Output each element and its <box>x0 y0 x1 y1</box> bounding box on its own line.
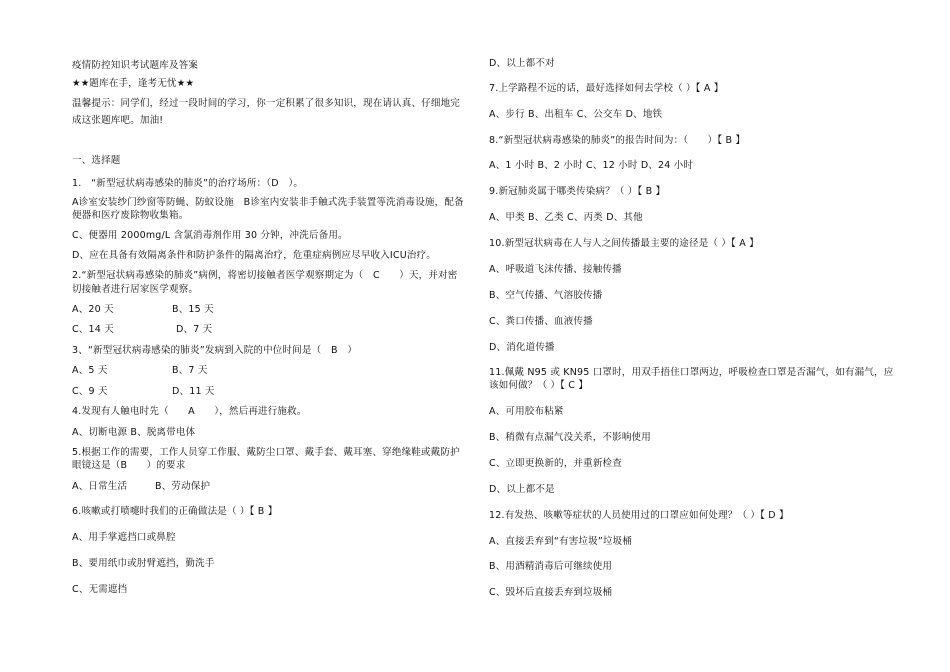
question-2-option-a: A、20 天 <box>72 304 114 315</box>
question-2-line-1: 2.“新型冠状病毒感染的肺炎”病例，将密切接触者医学观察期定为（ C ）天，并对密 <box>72 270 458 281</box>
question-10-option-d: D、消化道传播 <box>489 342 555 353</box>
question-11-option-c: C、立即更换新的，并重新检查 <box>489 458 622 469</box>
question-6-option-c: C、无需遮挡 <box>72 584 128 595</box>
question-5-option-a: A、日常生活 <box>72 481 128 492</box>
question-3-option-c: C、9 天 <box>72 386 108 397</box>
question-7: 7.上学路程不远的话，最好选择如何去学校（ ）【 A 】 <box>489 83 724 94</box>
question-2-line-2: 切接触者进行居家医学观察。 <box>72 284 199 295</box>
question-6-option-d: D、以上都不对 <box>489 58 555 69</box>
question-9-options: A、甲类 B、乙类 C、丙类 D、其他 <box>489 212 643 223</box>
question-2-option-b: B、15 天 <box>172 304 214 315</box>
question-10-option-c: C、粪口传播、血液传播 <box>489 316 593 327</box>
question-6: 6.咳嗽或打喷嚏时我们的正确做法是（ ）【 B 】 <box>72 506 278 517</box>
question-11-line-1: 11.佩戴 N95 或 KN95 口罩时，用双手捂住口罩两边，呼吸检查口罩是否漏气，如有漏气，应 <box>489 367 894 378</box>
question-2-option-d: D、7 天 <box>176 324 213 335</box>
question-5-line-2: 眼镜这是（B ）的要求 <box>72 460 186 471</box>
question-3-option-b: B、7 天 <box>172 365 208 376</box>
question-9: 9.新冠肺炎属于哪类传染病？（ ）【 B 】 <box>489 186 666 197</box>
question-1-option-ab-line-2: 便器和医疗废除物收集箱。 <box>72 210 189 221</box>
section-heading: 一、选择题 <box>72 155 121 166</box>
question-8-options: A、1 小时 B、2 小时 C、12 小时 D、24 小时 <box>489 160 694 171</box>
question-10: 10.新型冠状病毒在人与人之间传播最主要的途径是（ ）【 A 】 <box>489 238 759 249</box>
question-1-option-d: D、应在具备有效隔离条件和防护条件的隔离治疗，危重症病例应尽早收入ICU治疗。 <box>72 250 437 261</box>
question-8: 8.“新型冠状病毒感染的肺炎”的报告时间为：（ ）【 B 】 <box>489 135 746 146</box>
question-12-option-a: A、直接丢弃到“有害垃圾”垃圾桶 <box>489 536 633 547</box>
tip-line-2: 成这张题库吧。加油! <box>72 115 164 126</box>
question-11-option-b: B、稍微有点漏气没关系，不影响使用 <box>489 432 651 443</box>
question-11-option-d: D、以上都不是 <box>489 484 555 495</box>
document-title: 疫情防控知识考试题库及答案 <box>72 60 199 71</box>
question-2-option-c: C、14 天 <box>72 324 114 335</box>
question-3-option-d: D、11 天 <box>172 386 215 397</box>
question-1-option-c: C、便器用 2000mg/L 含氯消毒剂作用 30 分钟，冲洗后备用。 <box>72 230 348 241</box>
question-1: 1. “新型冠状病毒感染的肺炎”的治疗场所：（D ）。 <box>72 178 304 189</box>
question-7-options: A、步行 B、出租车 C、公交车 D、地铁 <box>489 109 663 120</box>
tip-line-1: 温馨提示：同学们，经过一段时间的学习，你一定积累了很多知识，现在请认真、仔细地完 <box>72 98 461 109</box>
question-1-option-ab-line-1: A诊室安装纱门纱窗等防蝇、防蚊设施 B诊室内安装非手触式洗手装置等洗消毒设施，配备 <box>72 197 464 208</box>
question-6-option-a: A、用手掌遮挡口或鼻腔 <box>72 532 176 543</box>
question-11-line-2: 该如何做？（ ）【 C 】 <box>489 380 589 391</box>
question-12-option-c: C、毁坏后直接丢弃到垃圾桶 <box>489 587 613 598</box>
question-5-option-b: B、劳动保护 <box>155 481 211 492</box>
question-12: 12.有发热、咳嗽等症状的人员使用过的口罩应如何处理？（ ）【 D 】 <box>489 510 789 521</box>
question-10-option-a: A、呼吸道飞沫传播、接触传播 <box>489 264 622 275</box>
question-3: 3、“新型冠状病毒感染的肺炎”发病到入院的中位时间是（ B ） <box>72 345 358 356</box>
question-3-option-a: A、5 天 <box>72 365 108 376</box>
question-4: 4.发现有人触电时先（ A ），然后再进行施救。 <box>72 406 307 417</box>
tagline: ★★题库在手，逢考无忧★★ <box>72 78 195 89</box>
question-11-option-a: A、可用胶布粘紧 <box>489 406 564 417</box>
question-12-option-b: B、用酒精消毒后可继续使用 <box>489 561 613 572</box>
question-6-option-b: B、要用纸巾或肘臂遮挡，勤洗手 <box>72 558 215 569</box>
question-5-line-1: 5.根据工作的需要，工作人员穿工作服、戴防尘口罩、戴手套、戴耳塞、穿绝缘鞋或戴防护 <box>72 447 460 458</box>
question-10-option-b: B、空气传播、气溶胶传播 <box>489 290 603 301</box>
question-4-options: A、切断电源 B、脱离带电体 <box>72 427 196 438</box>
